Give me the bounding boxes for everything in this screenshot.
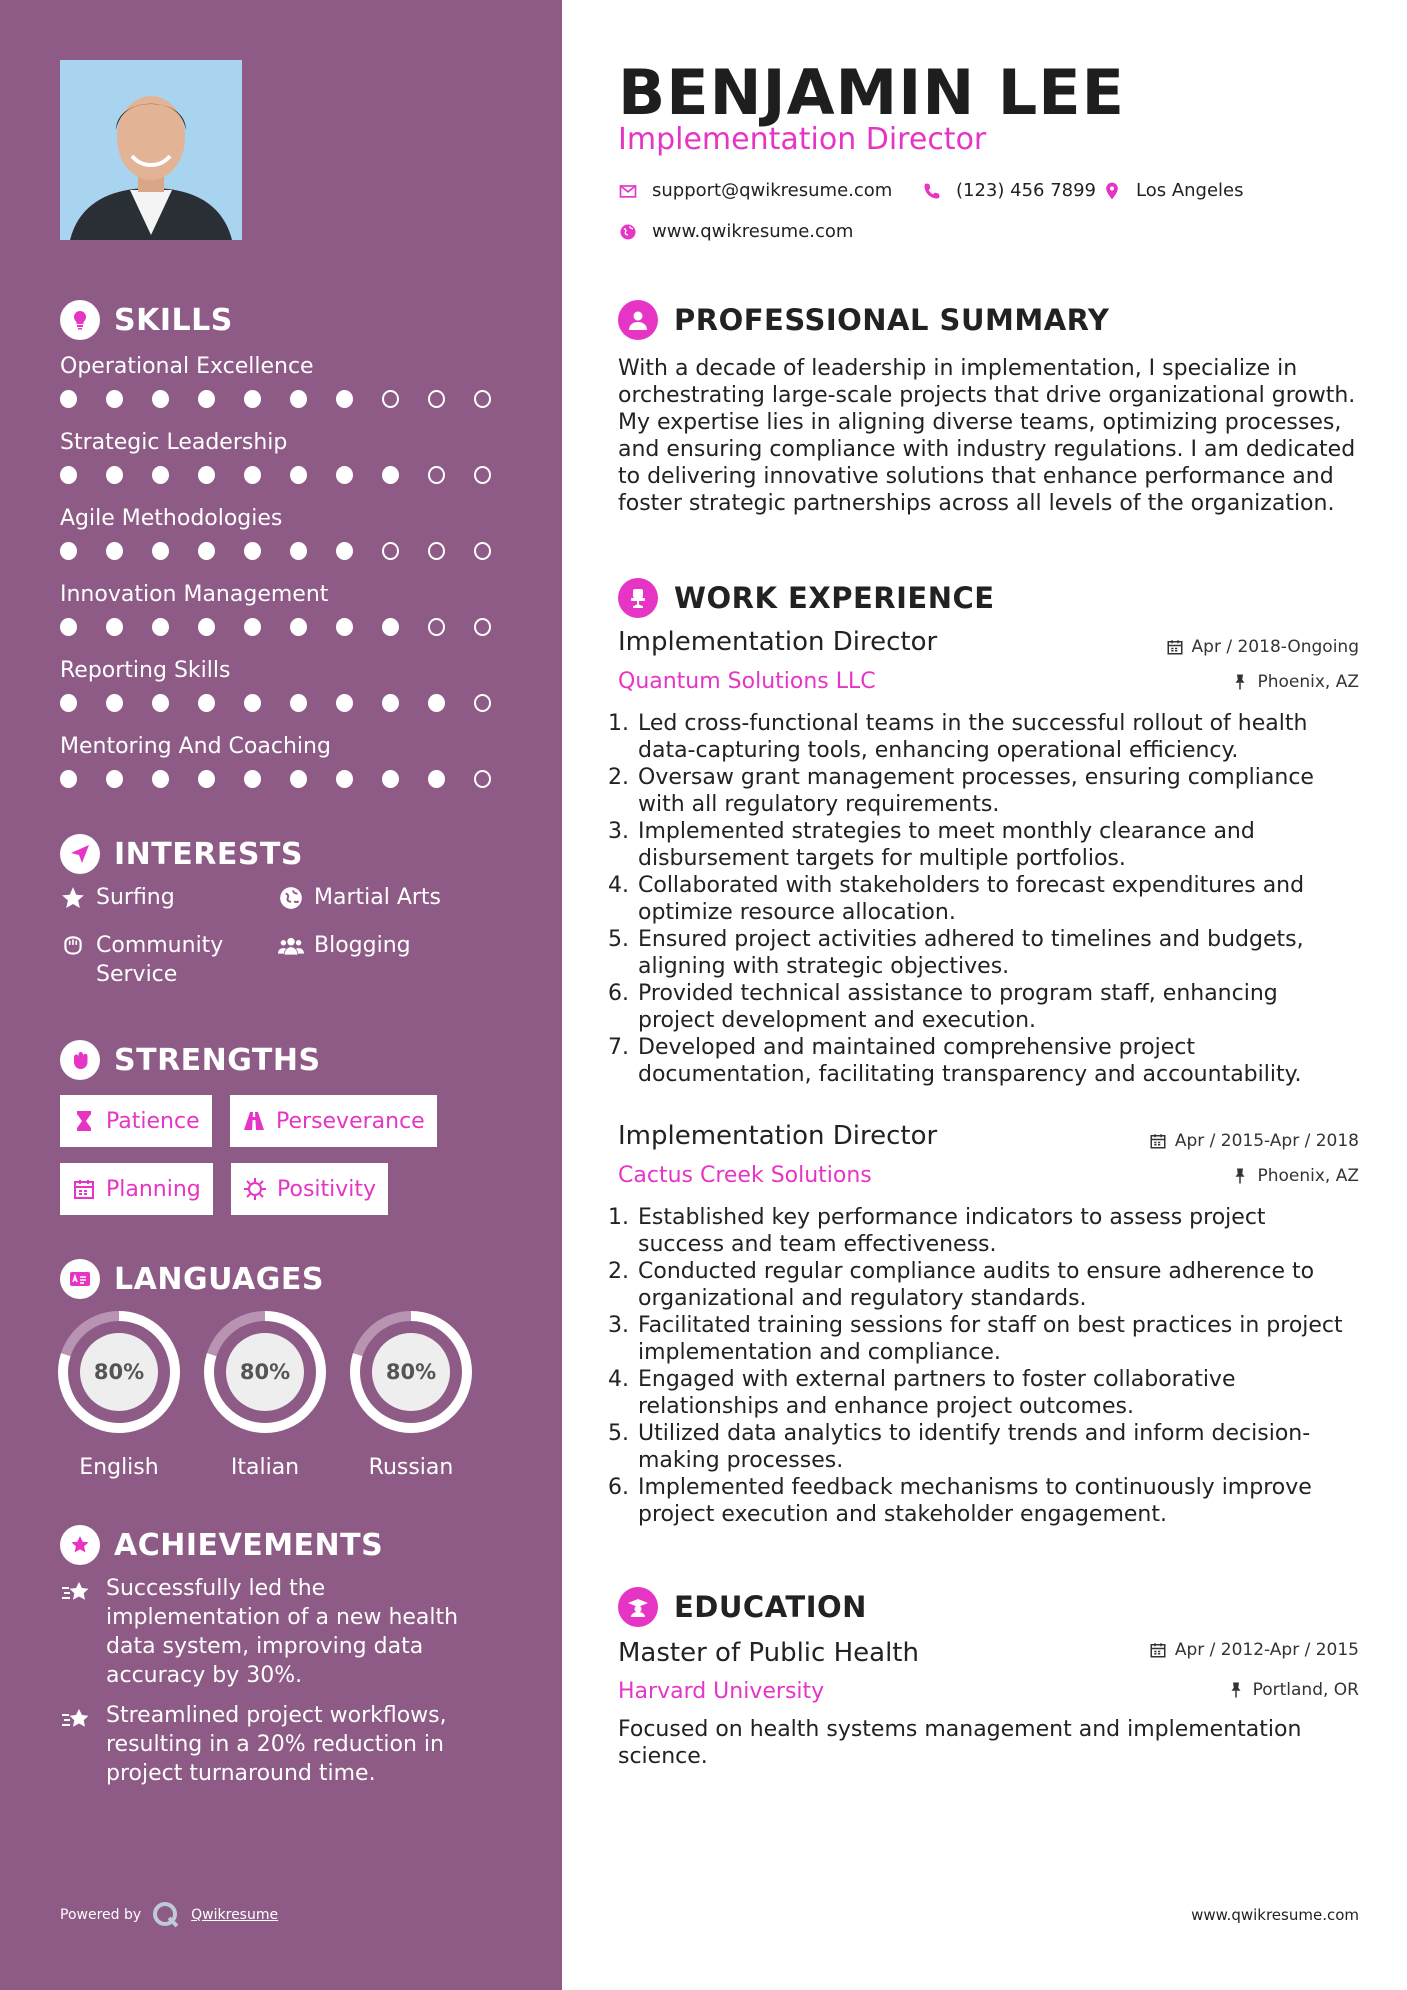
education-location-text: Portland, OR: [1252, 1680, 1359, 1700]
rating-dot-filled: [290, 770, 307, 788]
language-item: [350, 1311, 472, 1480]
responsibility-item: [608, 1366, 1358, 1420]
language-percent: 80%: [372, 1333, 450, 1411]
contact-email[interactable]: [618, 180, 892, 201]
interests-title: INTERESTS: [114, 836, 303, 872]
skill-name: Innovation Management: [60, 582, 329, 607]
language-card-icon: [60, 1259, 100, 1299]
rating-dot-filled: [336, 618, 353, 636]
interest-item: [278, 931, 411, 960]
qwikresume-logo-icon: [151, 1900, 181, 1930]
list-number: 5.: [608, 1421, 629, 1446]
job-company: Cactus Creek Solutions: [618, 1163, 872, 1188]
rating-dot-filled: [198, 542, 215, 560]
rating-dot-filled: [382, 770, 399, 788]
rating-dot-filled: [336, 694, 353, 712]
experience-title: WORK EXPERIENCE: [674, 581, 995, 615]
globe-icon: [278, 885, 304, 911]
job-title: Implementation Director: [618, 1121, 938, 1151]
pushpin-icon: [1231, 1167, 1249, 1185]
job-responsibilities: [608, 710, 1358, 1088]
rating-dot-filled: [290, 466, 307, 484]
user-icon: [618, 300, 658, 340]
rating-dot-filled: [244, 390, 261, 408]
rating-dot-empty: [428, 466, 445, 484]
skill-rating: [60, 536, 520, 566]
skill-item: [60, 502, 520, 578]
rating-dot-filled: [244, 694, 261, 712]
rating-dot-empty: [428, 390, 445, 408]
rating-dot-filled: [336, 390, 353, 408]
rating-dot-filled: [60, 694, 77, 712]
pushpin-icon: [1227, 1681, 1245, 1699]
users-icon: [278, 933, 304, 959]
achievement-item: [60, 1574, 480, 1690]
languages-title: LANGUAGES: [114, 1261, 324, 1297]
rating-dot-filled: [152, 618, 169, 636]
rating-dot-filled: [428, 770, 445, 788]
rating-dot-filled: [244, 466, 261, 484]
achievements-heading: [60, 1525, 383, 1565]
rating-dot-filled: [382, 618, 399, 636]
rating-dot-filled: [290, 542, 307, 560]
language-item: [58, 1311, 180, 1480]
calendar-icon: [1166, 638, 1184, 656]
rating-dot-filled: [382, 466, 399, 484]
location-text: Los Angeles: [1136, 180, 1244, 201]
rating-dot-filled: [244, 542, 261, 560]
strength-label: Positivity: [277, 1176, 377, 1202]
interest-label: Blogging: [314, 933, 411, 958]
language-percent: 80%: [80, 1333, 158, 1411]
rating-dot-filled: [106, 694, 123, 712]
education-title: EDUCATION: [674, 1590, 867, 1624]
achievement-text: Successfully led the implementation of a new health data system, improving data accuracy by 30%.: [106, 1576, 459, 1688]
strength-badge: [60, 1095, 212, 1147]
education-location: [1227, 1680, 1359, 1700]
list-number: 1.: [608, 711, 629, 736]
job-location: [1231, 1166, 1359, 1186]
skills-heading: [60, 300, 233, 340]
rating-dot-filled: [428, 694, 445, 712]
rating-dot-filled: [106, 618, 123, 636]
rating-dot-empty: [474, 770, 491, 788]
language-item: [204, 1311, 326, 1480]
education-degree: Master of Public Health: [618, 1638, 919, 1668]
responsibility-text: Engaged with external partners to foster collaborative relationships and enhance project outcomes.: [638, 1367, 1236, 1419]
rating-dot-empty: [428, 618, 445, 636]
achievement-text: Streamlined project workflows, resulting in a 20% reduction in project turnaround time.: [106, 1703, 447, 1786]
list-number: 4.: [608, 1367, 629, 1392]
summary-text: With a decade of leadership in implementation, I specialize in orchestrating large-scale projects that drive organizational growth. My expertise lies in aligning diverse teams, optimizing processes, and ensuring compliance with industry regulations. I am dedicated to delivering innovative solutions that enhance performance and foster strategic partnerships across all levels of the organization.: [618, 356, 1356, 516]
responsibility-text: Utilized data analytics to identify trends and inform decision-making processes.: [638, 1421, 1311, 1473]
envelope-icon: [618, 181, 638, 201]
powered-by: [60, 1900, 278, 1930]
language-progress-ring: [204, 1311, 326, 1433]
skill-rating: [60, 384, 520, 414]
strengths-heading: [60, 1040, 321, 1080]
list-number: 3.: [608, 819, 629, 844]
education-dates: [1149, 1640, 1359, 1660]
rating-dot-filled: [106, 770, 123, 788]
contact-phone[interactable]: [922, 180, 1096, 201]
rating-dot-empty: [428, 542, 445, 560]
contact-location: [1102, 180, 1244, 201]
list-number: 1.: [608, 1205, 629, 1230]
responsibility-item: [608, 764, 1358, 818]
interest-label: Martial Arts: [314, 885, 442, 910]
responsibility-item: [608, 926, 1358, 980]
rating-dot-filled: [152, 542, 169, 560]
responsibility-text: Implemented strategies to meet monthly clearance and disbursement targets for multiple portfolios.: [638, 819, 1255, 871]
interest-label: Surfing: [96, 885, 175, 910]
footer-url[interactable]: www.qwikresume.com: [1191, 1906, 1359, 1924]
email-text: support@qwikresume.com: [652, 180, 893, 201]
rating-dot-filled: [244, 770, 261, 788]
rating-dot-filled: [152, 466, 169, 484]
rating-dot-filled: [198, 770, 215, 788]
responsibility-item: [608, 1312, 1358, 1366]
rating-dot-filled: [198, 618, 215, 636]
achievement-item: [60, 1701, 480, 1788]
skill-name: Operational Excellence: [60, 354, 314, 379]
strength-badge: [231, 1163, 388, 1215]
star-badge-icon: [60, 1525, 100, 1565]
phone-text: (123) 456 7899: [956, 180, 1097, 201]
sun-icon: [243, 1177, 267, 1201]
language-name: Italian: [230, 1455, 300, 1480]
job-dates: [1166, 637, 1359, 657]
profile-photo: [60, 60, 242, 240]
summary-heading: [618, 300, 1109, 340]
rating-dot-empty: [474, 618, 491, 636]
rating-dot-filled: [382, 694, 399, 712]
candidate-name: BENJAMIN LEE: [618, 56, 1126, 129]
interest-item: [60, 931, 260, 989]
skill-item: [60, 654, 520, 730]
list-number: 7.: [608, 1035, 629, 1060]
website-text: www.qwikresume.com: [652, 221, 854, 242]
strength-badge: [60, 1163, 213, 1215]
lightbulb-icon: [60, 300, 100, 340]
strength-label: Planning: [106, 1176, 201, 1202]
skill-rating: [60, 764, 520, 794]
responsibility-text: Ensured project activities adhered to timelines and budgets, aligning with strategic objectives.: [638, 927, 1304, 979]
rating-dot-filled: [152, 694, 169, 712]
language-percent: 80%: [226, 1333, 304, 1411]
shooting-star-icon: [60, 1576, 92, 1608]
rating-dot-empty: [474, 466, 491, 484]
responsibility-text: Provided technical assistance to program staff, enhancing project development and execution.: [638, 981, 1278, 1033]
shooting-star-icon: [60, 1703, 92, 1735]
responsibility-text: Oversaw grant management processes, ensuring compliance with all regulatory requirements.: [638, 765, 1314, 817]
responsibility-text: Facilitated training sessions for staff on best practices in project implementation and compliance.: [638, 1313, 1343, 1365]
responsibility-item: [608, 980, 1358, 1034]
skill-item: [60, 426, 520, 502]
experience-heading: [618, 578, 995, 618]
strength-label: Patience: [106, 1108, 200, 1134]
rating-dot-filled: [290, 694, 307, 712]
globe-icon: [618, 222, 638, 242]
list-number: 4.: [608, 873, 629, 898]
rating-dot-filled: [336, 770, 353, 788]
language-name: Russian: [368, 1455, 454, 1480]
responsibility-text: Collaborated with stakeholders to forecast expenditures and optimize resource allocation.: [638, 873, 1305, 925]
candidate-role: Implementation Director: [618, 122, 987, 157]
skill-item: [60, 730, 520, 806]
pushpin-icon: [1231, 673, 1249, 691]
contact-website[interactable]: [618, 221, 853, 242]
rating-dot-filled: [152, 390, 169, 408]
language-name: English: [79, 1455, 159, 1480]
job-location-text: Phoenix, AZ: [1257, 672, 1359, 692]
achievements-title: ACHIEVEMENTS: [114, 1527, 384, 1563]
education-description: Focused on health systems management and implementation science.: [618, 1717, 1302, 1769]
education-dates-text: Apr / 2012-Apr / 2015: [1174, 1640, 1359, 1660]
fist-icon: [60, 1040, 100, 1080]
powered-by-label: Powered by: [60, 1907, 142, 1923]
skills-title: SKILLS: [114, 302, 233, 338]
office-chair-icon: [618, 578, 658, 618]
map-pin-icon: [1102, 181, 1122, 201]
summary-title: PROFESSIONAL SUMMARY: [674, 303, 1110, 337]
rating-dot-filled: [60, 466, 77, 484]
skill-item: [60, 350, 520, 426]
job-dates: [1149, 1131, 1359, 1151]
hourglass-icon: [72, 1109, 96, 1133]
job-location-text: Phoenix, AZ: [1257, 1166, 1359, 1186]
calendar-icon: [72, 1177, 96, 1201]
skill-rating: [60, 612, 520, 642]
star-icon: [60, 885, 86, 911]
rating-dot-empty: [474, 390, 491, 408]
job-responsibilities: [608, 1204, 1358, 1528]
rating-dot-filled: [198, 694, 215, 712]
responsibility-item: [608, 710, 1358, 764]
calendar-icon: [1149, 1132, 1167, 1150]
languages-heading: [60, 1259, 324, 1299]
interest-item: [278, 883, 441, 912]
rating-dot-empty: [382, 542, 399, 560]
responsibility-text: Developed and maintained comprehensive project documentation, facilitating transparency and accountability.: [638, 1035, 1302, 1087]
hand-icon: [60, 933, 86, 959]
job-title: Implementation Director: [618, 627, 938, 657]
rating-dot-empty: [474, 542, 491, 560]
list-number: 2.: [608, 765, 629, 790]
rating-dot-filled: [244, 618, 261, 636]
rating-dot-filled: [336, 542, 353, 560]
job-dates-text: Apr / 2015-Apr / 2018: [1174, 1131, 1359, 1151]
responsibility-text: Led cross-functional teams in the successful rollout of health data-capturing tools, enhancing operational efficiency.: [638, 711, 1308, 763]
graduate-icon: [618, 1587, 658, 1627]
rating-dot-filled: [198, 466, 215, 484]
skill-rating: [60, 460, 520, 490]
rating-dot-filled: [60, 770, 77, 788]
strengths-title: STRENGTHS: [114, 1042, 321, 1078]
responsibility-item: [608, 1420, 1358, 1474]
responsibility-item: [608, 1034, 1358, 1088]
rating-dot-filled: [290, 618, 307, 636]
skill-name: Mentoring And Coaching: [60, 734, 331, 759]
interest-item: [60, 883, 175, 912]
responsibility-item: [608, 1474, 1358, 1528]
skill-rating: [60, 688, 520, 718]
responsibility-item: [608, 818, 1358, 872]
responsibility-text: Conducted regular compliance audits to ensure adherence to organizational and regulatory standards.: [638, 1259, 1315, 1311]
paper-plane-icon: [60, 834, 100, 874]
responsibility-text: Established key performance indicators to assess project success and team effectiveness.: [638, 1205, 1266, 1257]
phone-icon: [922, 181, 942, 201]
road-icon: [242, 1109, 266, 1133]
job-location: [1231, 672, 1359, 692]
skill-name: Agile Methodologies: [60, 506, 283, 531]
list-number: 6.: [608, 1475, 629, 1500]
responsibility-item: [608, 872, 1358, 926]
responsibility-item: [608, 1204, 1358, 1258]
rating-dot-filled: [106, 542, 123, 560]
list-number: 6.: [608, 981, 629, 1006]
strength-badge: [230, 1095, 437, 1147]
responsibility-item: [608, 1258, 1358, 1312]
list-number: 2.: [608, 1259, 629, 1284]
sidebar: [0, 0, 562, 1990]
list-number: 3.: [608, 1313, 629, 1338]
interests-heading: [60, 834, 303, 874]
interest-label: Community Service: [96, 933, 224, 987]
calendar-icon: [1149, 1641, 1167, 1659]
rating-dot-empty: [382, 390, 399, 408]
responsibility-text: Implemented feedback mechanisms to continuously improve project execution and stakeholder engagement.: [638, 1475, 1312, 1527]
rating-dot-filled: [152, 770, 169, 788]
rating-dot-filled: [60, 618, 77, 636]
strength-label: Perseverance: [276, 1108, 425, 1134]
skills-list: [60, 350, 520, 806]
education-heading: [618, 1587, 867, 1627]
education-school: Harvard University: [618, 1679, 825, 1704]
skill-name: Strategic Leadership: [60, 430, 288, 455]
skill-item: [60, 578, 520, 654]
language-progress-ring: [58, 1311, 180, 1433]
rating-dot-filled: [198, 390, 215, 408]
rating-dot-empty: [474, 694, 491, 712]
main-content: [562, 0, 1407, 1990]
skill-name: Reporting Skills: [60, 658, 231, 683]
rating-dot-filled: [106, 466, 123, 484]
qwikresume-link[interactable]: Qwikresume: [191, 1907, 279, 1923]
language-progress-ring: [350, 1311, 472, 1433]
rating-dot-filled: [60, 542, 77, 560]
rating-dot-filled: [60, 390, 77, 408]
job-company: Quantum Solutions LLC: [618, 669, 876, 694]
rating-dot-filled: [106, 390, 123, 408]
list-number: 5.: [608, 927, 629, 952]
rating-dot-filled: [290, 390, 307, 408]
job-dates-text: Apr / 2018-Ongoing: [1191, 637, 1359, 657]
rating-dot-filled: [336, 466, 353, 484]
